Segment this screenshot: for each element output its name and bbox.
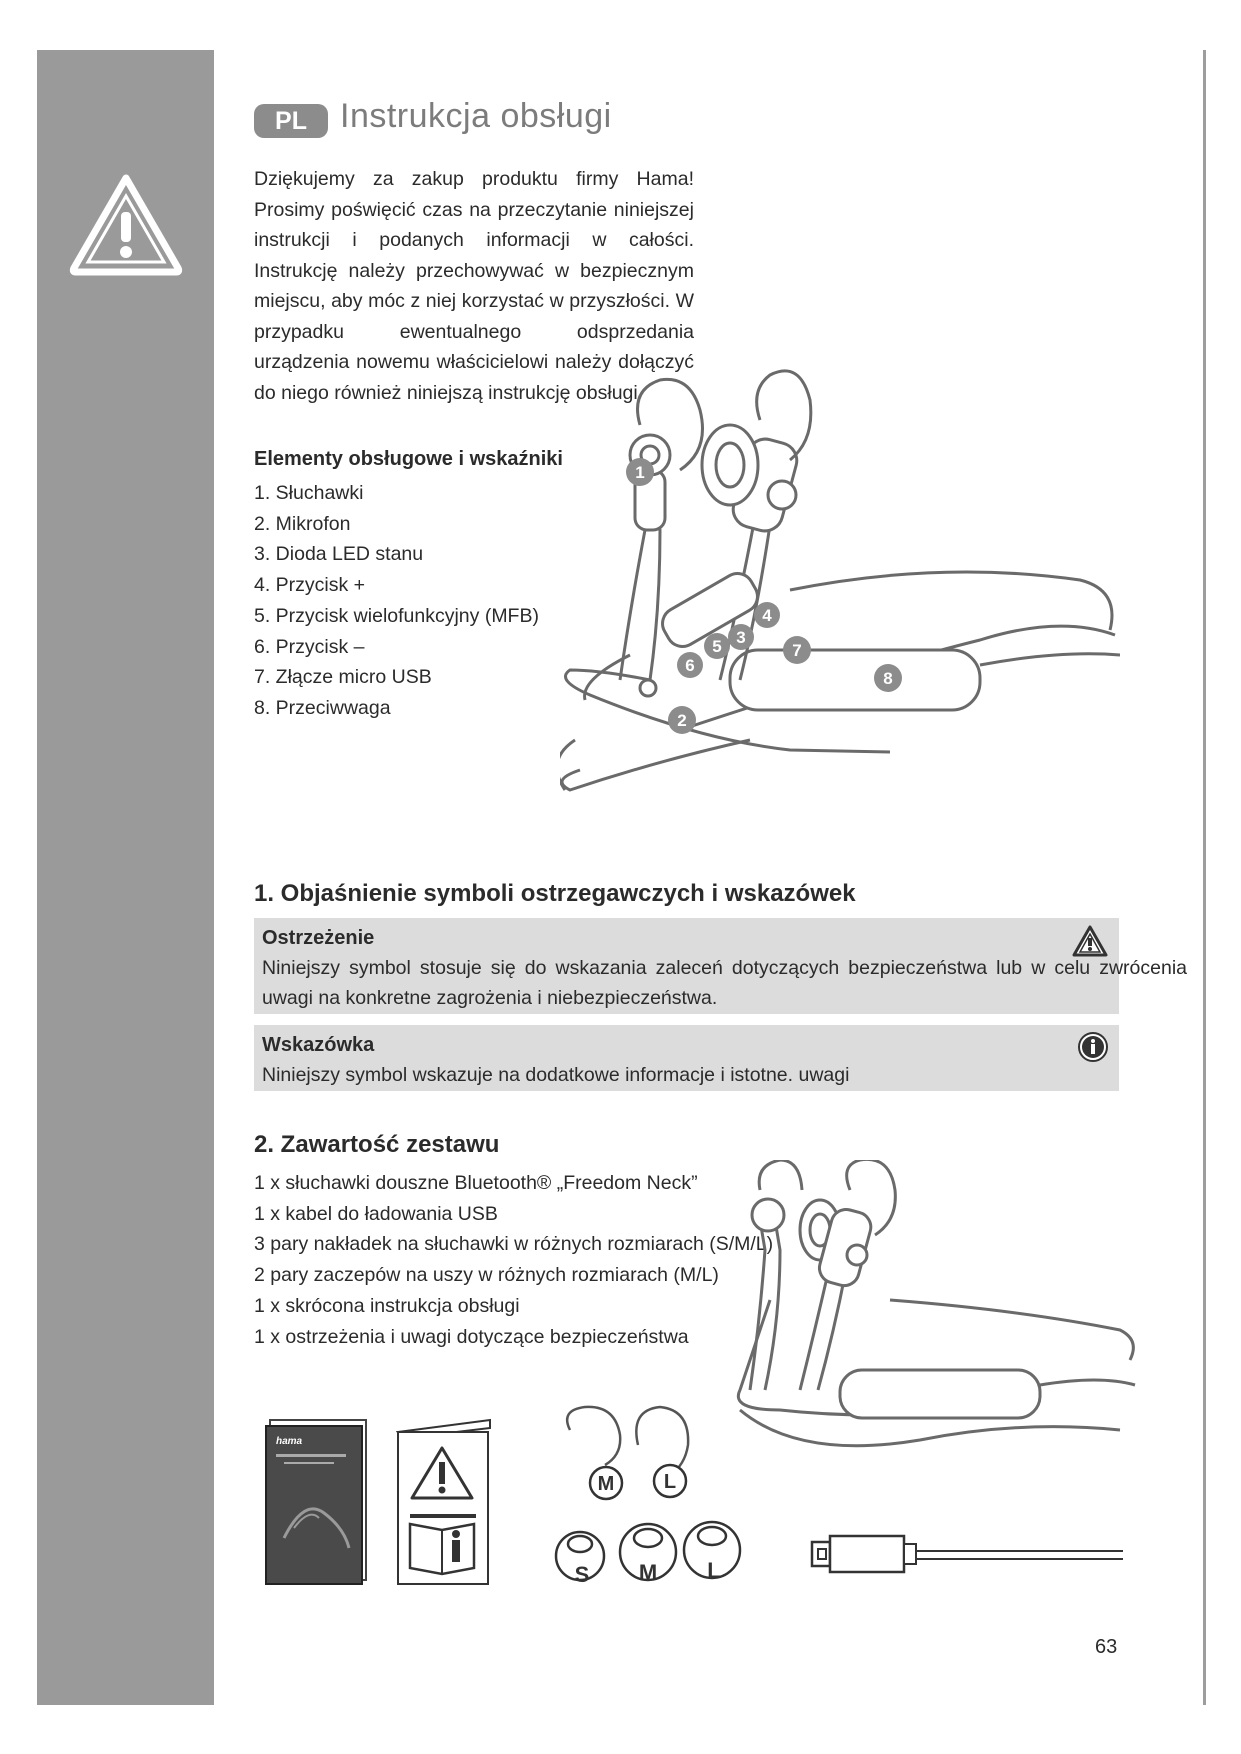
list-item: 6. Przycisk – — [254, 635, 365, 658]
list-item: 2. Mikrofon — [254, 512, 351, 535]
ear-tips-image — [552, 1512, 742, 1592]
list-item: 7. Złącze micro USB — [254, 666, 432, 689]
section1-heading: 1. Objaśnienie symboli ostrzegawczych i wskazówek — [254, 880, 856, 907]
page-number: 63 — [1095, 1636, 1118, 1658]
intro-text: Dziękujemy za zakup produktu firmy Hama! Prosimy poświęcić czas na przeczytanie niniejszej instrukcji i podanych informacji w całości. Instrukcję należy przechowywać w bezpiecznym miejscu, aby móc z niej korzystać w przyszłości. W przypadku ewentualnego odsprzedania urządzenia nowemu właścicielowi należy dołączyć do niego również niniejszą instrukcję obsługi — [254, 168, 694, 404]
callout-label: 4 — [762, 606, 772, 625]
note-title: Wskazówka — [262, 1034, 375, 1056]
usb-cable-image — [810, 1530, 1125, 1580]
tip-size-m: M — [638, 1560, 658, 1585]
callout-label: 5 — [712, 637, 722, 656]
warning-text: Niniejszy symbol stosuje się do wskazania zaleceń dotyczących bezpieczeństwa lub w celu zwrócenia uwagi na konkretne zagrożenia i niebezpieczeństwa. — [262, 957, 1187, 1009]
callout-label: 8 — [883, 669, 893, 688]
list-item: 1 x ostrzeżenia i uwagi dotyczące bezpieczeństwa — [254, 1325, 689, 1348]
section2-heading: 2. Zawartość zestawu — [254, 1131, 500, 1158]
list-item: 8. Przeciwwaga — [254, 696, 391, 719]
list-item: 1. Słuchawki — [254, 482, 364, 504]
hook-size-l: L — [663, 1471, 677, 1493]
list-item: 3 pary nakładek na słuchawki w różnych rozmiarach (S/M/L) — [254, 1233, 774, 1256]
note-box — [254, 1025, 1119, 1091]
callout-label: 7 — [792, 641, 802, 660]
tip-size-s: S — [574, 1562, 590, 1587]
language-badge: PL — [254, 104, 328, 138]
list-item: 1 x kabel do ładowania USB — [254, 1202, 498, 1225]
info-icon — [1077, 1031, 1109, 1063]
list-item: 2 pary zaczepów na uszy w różnych rozmiarach (M/L) — [254, 1264, 719, 1287]
list-item: 5. Przycisk wielofunkcyjny (MFB) — [254, 604, 539, 627]
controls-list — [254, 478, 539, 724]
package-contents-list — [254, 1168, 773, 1352]
controls-heading: Elementy obsługowe i wskaźniki — [254, 448, 563, 470]
list-item: 1 x skrócona instrukcja obsługi — [254, 1294, 520, 1317]
callout-label: 3 — [736, 628, 746, 647]
hook-size-m: M — [597, 1473, 615, 1495]
quick-guide-booklet-image — [264, 1418, 370, 1586]
headphones-illustration-small — [720, 1160, 1140, 1460]
callout-label: 2 — [677, 711, 687, 730]
list-item: 1 x słuchawki douszne Bluetooth® „Freedom Neck” — [254, 1172, 698, 1194]
callout-label: 6 — [685, 656, 695, 675]
warning-icon — [66, 170, 186, 278]
callout-label: 1 — [635, 463, 645, 482]
booklet-brand: hama — [276, 1436, 303, 1447]
warning-triangle-icon — [1071, 924, 1109, 958]
page-edge-rule — [1203, 50, 1206, 1705]
page-title: Instrukcja obsługi — [340, 97, 612, 135]
note-text: Niniejszy symbol wskazuje na dodatkowe informacje i istotne. uwagi — [262, 1064, 850, 1086]
list-item: 4. Przycisk + — [254, 574, 366, 597]
safety-leaflet-image — [396, 1418, 492, 1586]
list-item: 3. Dioda LED stanu — [254, 543, 424, 566]
tip-size-l: L — [707, 1558, 721, 1583]
ear-hooks-image — [560, 1405, 710, 1505]
warning-title: Ostrzeżenie — [262, 927, 375, 949]
headphones-illustration — [560, 350, 1120, 820]
sidebar-band — [37, 50, 214, 1705]
warning-box — [254, 918, 1187, 1014]
